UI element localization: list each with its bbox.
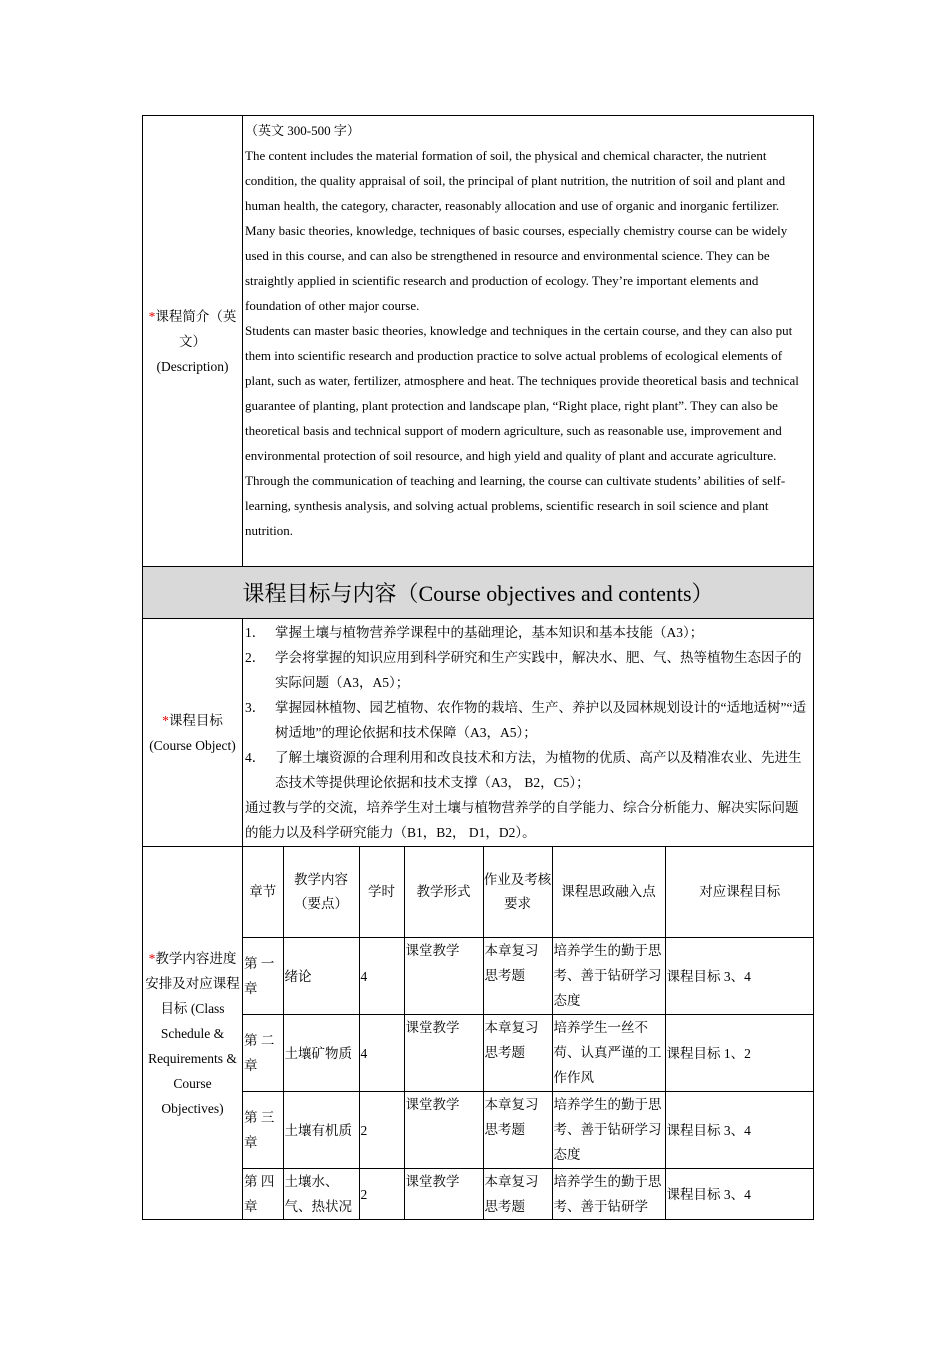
section-title-en: （Course objectives and contents） (396, 581, 714, 606)
required-marker: * (148, 308, 156, 324)
hours-cell: 4 (359, 1015, 404, 1092)
column-header: 作业及考核要求 (483, 847, 552, 938)
hours-cell: 2 (359, 1169, 404, 1220)
description-content (243, 116, 814, 567)
description-paragraph: Students can master basic theories, knowledge and techniques in the certain course, and they can also put them into scientific research and production practice to solve actual problems of ecological elements of plant, such as water, fertilizer, atmosphere and heat. The techniques provide theoretical basis and technical guarantee of planting, plant protection and landscape plan, “Right place, right plant”. They can also be theoretical basis and technical support of modern agriculture, such as reasonable use, improvement and environmental protection of soil resource, and high yield and quality of plant and accurate agriculture. (245, 323, 799, 463)
chapter-cell: 第 四 章 (244, 1174, 275, 1214)
schedule-row (143, 847, 814, 1220)
objective-item (245, 620, 811, 645)
table-row (243, 1092, 814, 1169)
objective-number: 1． (245, 625, 266, 640)
homework-cell: 本章复习思考题 (483, 1092, 552, 1169)
objective-number: 2． (245, 650, 266, 665)
course-table (142, 115, 814, 1220)
ideology-cell: 培养学生的勤于思考、善于钻研学习态度 (552, 1092, 665, 1169)
description-label (143, 116, 243, 567)
objectives-summary: 通过教与学的交流，培养学生对土壤与植物营养学的自学能力、综合分析能力、解决实际问题的能力以及科学研究能力（B1，B2， D1，D2）。 (245, 800, 799, 840)
ideology-cell: 培养学生的勤于思考、善于钻研学 (552, 1169, 665, 1220)
target-cell: 课程目标 3、4 (665, 1169, 814, 1220)
column-header: 章节 (243, 847, 283, 938)
target-cell: 课程目标 3、4 (665, 1092, 814, 1169)
target-cell: 课程目标 1、2 (665, 1015, 814, 1092)
objectives-label (143, 619, 243, 847)
section-title-zh: 课程目标与内容 (242, 582, 397, 607)
objective-item (245, 695, 811, 745)
table-row (243, 1169, 814, 1220)
column-header: 对应课程目标 (665, 847, 814, 938)
chapter-cell: 第 三 章 (243, 1092, 283, 1169)
schedule-label (143, 847, 243, 1220)
column-header: 教学形式 (404, 847, 483, 938)
content-cell: 绪论 (283, 938, 359, 1015)
course-form (142, 115, 813, 1220)
column-header: 学时 (359, 847, 404, 938)
objective-number: 4． (245, 750, 266, 765)
description-note: （英文 300-500 字） (245, 123, 360, 138)
objective-text: 掌握土壤与植物营养学课程中的基础理论，基本知识和基本技能（A3）； (275, 625, 704, 640)
objectives-label-zh: 课程目标 (168, 712, 223, 728)
table-row (243, 1015, 814, 1092)
column-header: 教学内容（要点） (283, 847, 359, 938)
objective-text: 了解土壤资源的合理利用和改良技术和方法，为植物的优质、高产以及精准农业、先进生态技术等提供理论依据和技术支撑（A3， B2，C5）； (275, 750, 802, 790)
section-heading-row (143, 567, 814, 619)
hours-cell: 4 (359, 938, 404, 1015)
chapter-cell: 第 二 章 (243, 1015, 283, 1092)
form-cell: 课堂教学 (404, 1169, 483, 1220)
objectives-label-en: (Course Object) (149, 737, 236, 753)
ideology-cell: 培养学生一丝不苟、认真严谨的工作作风 (552, 1015, 665, 1092)
ideology-cell: 培养学生的勤于思考、善于钻研学习态度 (552, 938, 665, 1015)
description-paragraph: The content includes the material formation of soil, the physical and chemical character, the nutrient condition, the quality appraisal of soil, the principal of plant nutrition, the nutrition of soil and plant and human health, the category, character, reasonably allocation and use of organic and inorganic fertilizer. Many basic theories, knowledge, techniques of basic courses, especially chemistry course can be widely used in this course, and can also be strengthened in resource and environmental science. They can be straightly applied in scientific research and production of ecology. They’re important elements and foundation of other major course. (245, 148, 788, 313)
description-row (143, 116, 814, 567)
objectives-content (243, 619, 814, 847)
schedule-label-zh: 教学内容进度安排及对应课程目标 (145, 950, 240, 1016)
content-cell: 土壤水、气、热状况 (283, 1169, 359, 1220)
content-cell: 土壤有机质 (283, 1092, 359, 1169)
form-cell: 课堂教学 (404, 1015, 483, 1092)
objective-text: 学会将掌握的知识应用到科学研究和生产实践中，解决水、肥、气、热等植物生态因子的实际问题（A3，A5）； (275, 650, 802, 690)
objective-text: 掌握园林植物、园艺植物、农作物的栽培、生产、养护以及园林规划设计的“适地适树”“适树适地”的理论依据和技术保障（A3，A5）； (275, 700, 806, 740)
required-marker: * (148, 950, 156, 966)
column-header: 课程思政融入点 (552, 847, 665, 938)
schedule-header-row (243, 847, 814, 938)
form-cell: 课堂教学 (404, 938, 483, 1015)
homework-cell: 本章复习思考题 (483, 938, 552, 1015)
target-cell: 课程目标 3、4 (665, 938, 814, 1015)
description-label-en: (Description) (156, 358, 229, 374)
description-label-zh: 课程简介（英文） (155, 308, 237, 349)
homework-cell: 本章复习思考题 (483, 1169, 552, 1220)
hours-cell: 2 (359, 1092, 404, 1169)
required-marker: * (162, 712, 169, 728)
schedule-content (243, 847, 814, 1220)
objective-item (245, 745, 811, 795)
section-title (143, 567, 814, 619)
description-paragraph: Through the communication of teaching and learning, the course can cultivate students’ abilities of self-learning, synthesis analysis, and solving actual problems, scientific research in soil science and plant nutrition. (245, 473, 786, 538)
objective-item (245, 645, 811, 695)
objectives-row (143, 619, 814, 847)
chapter-cell: 第 一 章 (243, 938, 283, 1015)
form-cell: 课堂教学 (404, 1092, 483, 1169)
schedule-label-en: (Class Schedule & Requirements & Course Objectives) (148, 1000, 237, 1116)
objective-number: 3． (245, 700, 266, 715)
content-cell: 土壤矿物质 (283, 1015, 359, 1092)
schedule-table (243, 847, 814, 1219)
homework-cell: 本章复习思考题 (483, 1015, 552, 1092)
table-row (243, 938, 814, 1015)
